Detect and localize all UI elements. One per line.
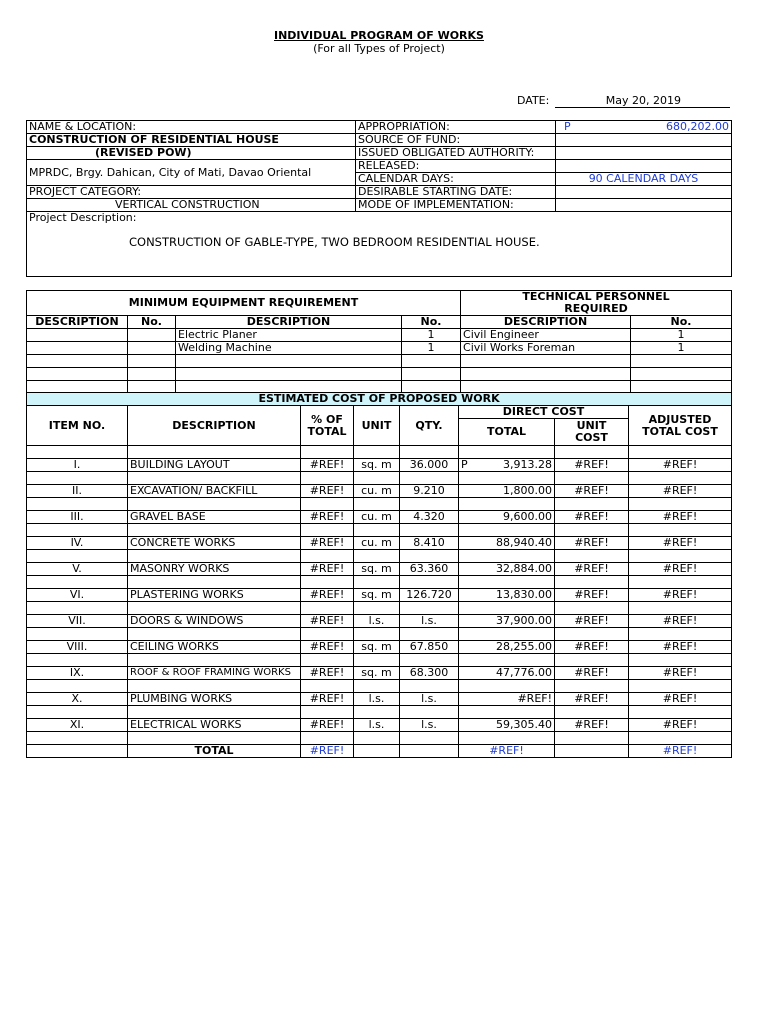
spacer-row	[27, 576, 732, 589]
calendar-days-value: 90 CALENDAR DAYS	[556, 173, 732, 186]
project-name: CONSTRUCTION OF RESIDENTIAL HOUSE	[27, 134, 356, 147]
spacer-row	[27, 550, 732, 563]
issued-authority-value	[556, 147, 732, 160]
spacer-row	[27, 706, 732, 719]
item-qty: 8.410	[400, 537, 459, 550]
item-total	[459, 537, 555, 550]
item-qty: 68.300	[400, 667, 459, 680]
item-total	[459, 667, 555, 680]
item-total	[459, 511, 555, 524]
item-total-amount: 37,900.00	[496, 614, 552, 627]
item-no: X.	[27, 693, 128, 706]
item-total-amount: 13,830.00	[496, 588, 552, 601]
item-description: PLASTERING WORKS	[128, 589, 301, 602]
col-personnel-description: DESCRIPTION	[461, 316, 631, 329]
cost-item-row	[27, 641, 732, 654]
col-qty: QTY.	[400, 406, 459, 446]
item-pct: #REF!	[301, 667, 354, 680]
item-pct: #REF!	[301, 537, 354, 550]
appropriation-label: APPROPRIATION:	[356, 121, 556, 134]
item-adjusted: #REF!	[629, 719, 732, 732]
spacer-row	[27, 524, 732, 537]
item-total-amount: 28,255.00	[496, 640, 552, 653]
item-pct: #REF!	[301, 719, 354, 732]
item-pct: #REF!	[301, 615, 354, 628]
item-unit-cost: #REF!	[555, 563, 629, 576]
item-no: I.	[27, 459, 128, 472]
source-of-fund-label: SOURCE OF FUND:	[356, 134, 556, 147]
spacer-row	[27, 498, 732, 511]
item-unit-cost: #REF!	[555, 459, 629, 472]
item-qty: 36.000	[400, 459, 459, 472]
project-description-cell	[27, 212, 732, 277]
item-total	[459, 693, 555, 706]
item-adjusted: #REF!	[629, 537, 732, 550]
cost-heading: ESTIMATED COST OF PROPOSED WORK	[27, 393, 732, 406]
item-qty: 4.320	[400, 511, 459, 524]
source-of-fund-value	[556, 134, 732, 147]
item-adjusted: #REF!	[629, 563, 732, 576]
spacer-row	[27, 680, 732, 693]
equipment-no: 1	[402, 342, 461, 355]
item-adjusted: #REF!	[629, 693, 732, 706]
item-unit-cost: #REF!	[555, 537, 629, 550]
starting-date-label: DESIRABLE STARTING DATE:	[356, 186, 556, 199]
mode-label: MODE OF IMPLEMENTATION:	[356, 199, 556, 212]
equipment-row	[27, 329, 732, 342]
item-adjusted: #REF!	[629, 667, 732, 680]
item-qty: l.s.	[400, 615, 459, 628]
item-qty: 126.720	[400, 589, 459, 602]
item-unit: l.s.	[354, 615, 400, 628]
item-no: VI.	[27, 589, 128, 602]
item-description: MASONRY WORKS	[128, 563, 301, 576]
cost-items	[27, 446, 732, 732]
cost-item-row	[27, 615, 732, 628]
item-unit: l.s.	[354, 719, 400, 732]
item-unit-cost: #REF!	[555, 615, 629, 628]
item-qty: l.s.	[400, 693, 459, 706]
item-unit-cost: #REF!	[555, 641, 629, 654]
col-pct-total	[301, 406, 354, 446]
col-total: TOTAL	[459, 419, 555, 446]
cost-item-row	[27, 511, 732, 524]
item-pct: #REF!	[301, 459, 354, 472]
appropriation-amount: 680,202.00	[666, 120, 729, 133]
personnel-heading	[461, 291, 732, 316]
document-subtitle: (For all Types of Project)	[313, 42, 445, 55]
item-total	[459, 641, 555, 654]
item-no: III.	[27, 511, 128, 524]
released-label: RELEASED:	[356, 160, 556, 173]
col-personnel-no: No.	[631, 316, 732, 329]
item-description: DOORS & WINDOWS	[128, 615, 301, 628]
item-description: ROOF & ROOF FRAMING WORKS	[128, 667, 301, 680]
item-qty: 63.360	[400, 563, 459, 576]
item-no: VIII.	[27, 641, 128, 654]
item-unit: l.s.	[354, 693, 400, 706]
personnel-no: 1	[631, 329, 732, 342]
total-pct: #REF!	[301, 745, 354, 758]
appropriation-currency: P	[564, 120, 571, 133]
col-unit-cost-line2: COST	[575, 431, 608, 444]
document-title: INDIVIDUAL PROGRAM OF WORKS	[274, 29, 484, 42]
col-pct-line2: TOTAL	[307, 424, 347, 438]
item-no: IX.	[27, 667, 128, 680]
col-item-no: ITEM NO.	[27, 406, 128, 446]
equipment-heading: MINIMUM EQUIPMENT REQUIREMENT	[27, 291, 461, 316]
date-label: DATE:	[517, 94, 550, 107]
released-value	[556, 160, 732, 173]
personnel-description: Civil Engineer	[461, 329, 631, 342]
total-adjusted-cost: #REF!	[629, 745, 732, 758]
spacer-row	[27, 654, 732, 667]
col-equipment-description: DESCRIPTION	[176, 316, 402, 329]
starting-date-value	[556, 186, 732, 199]
col-description: DESCRIPTION	[27, 316, 128, 329]
item-description: PLUMBING WORKS	[128, 693, 301, 706]
project-description: CONSTRUCTION OF GABLE-TYPE, TWO BEDROOM RESIDENTIAL HOUSE.	[129, 235, 540, 249]
project-category-label: PROJECT CATEGORY:	[27, 186, 356, 199]
cost-item-row	[27, 485, 732, 498]
project-location: MPRDC, Brgy. Dahican, City of Mati, Davao Oriental	[27, 160, 356, 186]
col-unit-cost-line1: UNIT	[576, 419, 607, 432]
personnel-description: Civil Works Foreman	[461, 342, 631, 355]
item-total-amount: 9,600.00	[503, 510, 552, 523]
spacer-row	[27, 602, 732, 615]
item-pct: #REF!	[301, 641, 354, 654]
calendar-days-label: CALENDAR DAYS:	[356, 173, 556, 186]
item-no: V.	[27, 563, 128, 576]
item-total-amount: 88,940.40	[496, 536, 552, 549]
col-equipment-no: No.	[402, 316, 461, 329]
item-unit-cost: #REF!	[555, 511, 629, 524]
item-unit: cu. m	[354, 511, 400, 524]
cost-item-row	[27, 667, 732, 680]
project-description-label: Project Description:	[29, 211, 137, 224]
item-pct: #REF!	[301, 485, 354, 498]
item-description: CEILING WORKS	[128, 641, 301, 654]
equipment-description: Electric Planer	[176, 329, 402, 342]
cost-table	[26, 392, 732, 758]
item-unit: sq. m	[354, 589, 400, 602]
item-pct: #REF!	[301, 511, 354, 524]
item-total	[459, 563, 555, 576]
item-adjusted: #REF!	[629, 641, 732, 654]
item-adjusted: #REF!	[629, 511, 732, 524]
item-unit-cost: #REF!	[555, 693, 629, 706]
equipment-table	[26, 290, 732, 394]
item-unit: sq. m	[354, 641, 400, 654]
item-description: BUILDING LAYOUT	[128, 459, 301, 472]
mode-value	[556, 199, 732, 212]
cost-item-row	[27, 719, 732, 732]
col-pct-line1: % OF	[311, 412, 343, 426]
item-qty: 67.850	[400, 641, 459, 654]
item-total	[459, 485, 555, 498]
cost-item-row	[27, 537, 732, 550]
item-no: IV.	[27, 537, 128, 550]
item-description: GRAVEL BASE	[128, 511, 301, 524]
total-label: TOTAL	[128, 745, 301, 758]
date-value: May 20, 2019	[555, 94, 730, 108]
issued-authority-label: ISSUED OBLIGATED AUTHORITY:	[356, 147, 556, 160]
item-pct: #REF!	[301, 589, 354, 602]
spacer-row	[27, 628, 732, 641]
item-total-amount: 3,913.28	[503, 458, 552, 471]
item-total	[459, 589, 555, 602]
item-unit: sq. m	[354, 459, 400, 472]
col-adjusted-line2: TOTAL COST	[642, 424, 718, 438]
col-no: No.	[128, 316, 176, 329]
item-unit: sq. m	[354, 563, 400, 576]
project-info-table	[26, 120, 732, 277]
item-total-amount: 59,305.40	[496, 718, 552, 731]
name-location-label: NAME & LOCATION:	[27, 121, 356, 134]
project-category-value: VERTICAL CONSTRUCTION	[27, 199, 356, 212]
item-unit-cost: #REF!	[555, 485, 629, 498]
item-total-amount: #REF!	[517, 692, 552, 705]
item-total	[459, 719, 555, 732]
item-unit-cost: #REF!	[555, 667, 629, 680]
cost-item-row	[27, 563, 732, 576]
item-total-amount: 32,884.00	[496, 562, 552, 575]
cost-item-row	[27, 693, 732, 706]
col-cost-description: DESCRIPTION	[128, 406, 301, 446]
item-no: VII.	[27, 615, 128, 628]
cost-item-row	[27, 589, 732, 602]
spacer-row	[27, 446, 732, 459]
item-adjusted: #REF!	[629, 589, 732, 602]
item-qty: 9.210	[400, 485, 459, 498]
item-total-amount: 1,800.00	[503, 484, 552, 497]
col-direct-cost: DIRECT COST	[459, 406, 629, 419]
col-adjusted-line1: ADJUSTED	[648, 412, 712, 426]
appropriation-value	[556, 121, 732, 134]
item-description: ELECTRICAL WORKS	[128, 719, 301, 732]
item-qty: l.s.	[400, 719, 459, 732]
item-total	[459, 459, 555, 472]
revised-pow: (REVISED POW)	[27, 147, 356, 160]
item-currency: P	[461, 458, 468, 471]
total-row	[27, 745, 732, 758]
item-no: XI.	[27, 719, 128, 732]
item-description: CONCRETE WORKS	[128, 537, 301, 550]
item-no: II.	[27, 485, 128, 498]
item-pct: #REF!	[301, 693, 354, 706]
equipment-description: Welding Machine	[176, 342, 402, 355]
item-unit-cost: #REF!	[555, 589, 629, 602]
personnel-heading-line2: REQUIRED	[564, 302, 628, 315]
item-unit: cu. m	[354, 537, 400, 550]
item-adjusted: #REF!	[629, 485, 732, 498]
equipment-row	[27, 342, 732, 355]
col-unit-cost	[555, 419, 629, 446]
item-pct: #REF!	[301, 563, 354, 576]
item-total	[459, 615, 555, 628]
personnel-no: 1	[631, 342, 732, 355]
item-total-amount: 47,776.00	[496, 666, 552, 679]
item-adjusted: #REF!	[629, 459, 732, 472]
item-unit: sq. m	[354, 667, 400, 680]
item-unit: cu. m	[354, 485, 400, 498]
personnel-heading-line1: TECHNICAL PERSONNEL	[522, 290, 670, 303]
item-adjusted: #REF!	[629, 615, 732, 628]
total-direct-cost: #REF!	[459, 745, 555, 758]
col-unit: UNIT	[354, 406, 400, 446]
item-description: EXCAVATION/ BACKFILL	[128, 485, 301, 498]
item-unit-cost: #REF!	[555, 719, 629, 732]
col-adjusted-total-cost	[629, 406, 732, 446]
cost-item-row	[27, 459, 732, 472]
equipment-no: 1	[402, 329, 461, 342]
spacer-row	[27, 472, 732, 485]
